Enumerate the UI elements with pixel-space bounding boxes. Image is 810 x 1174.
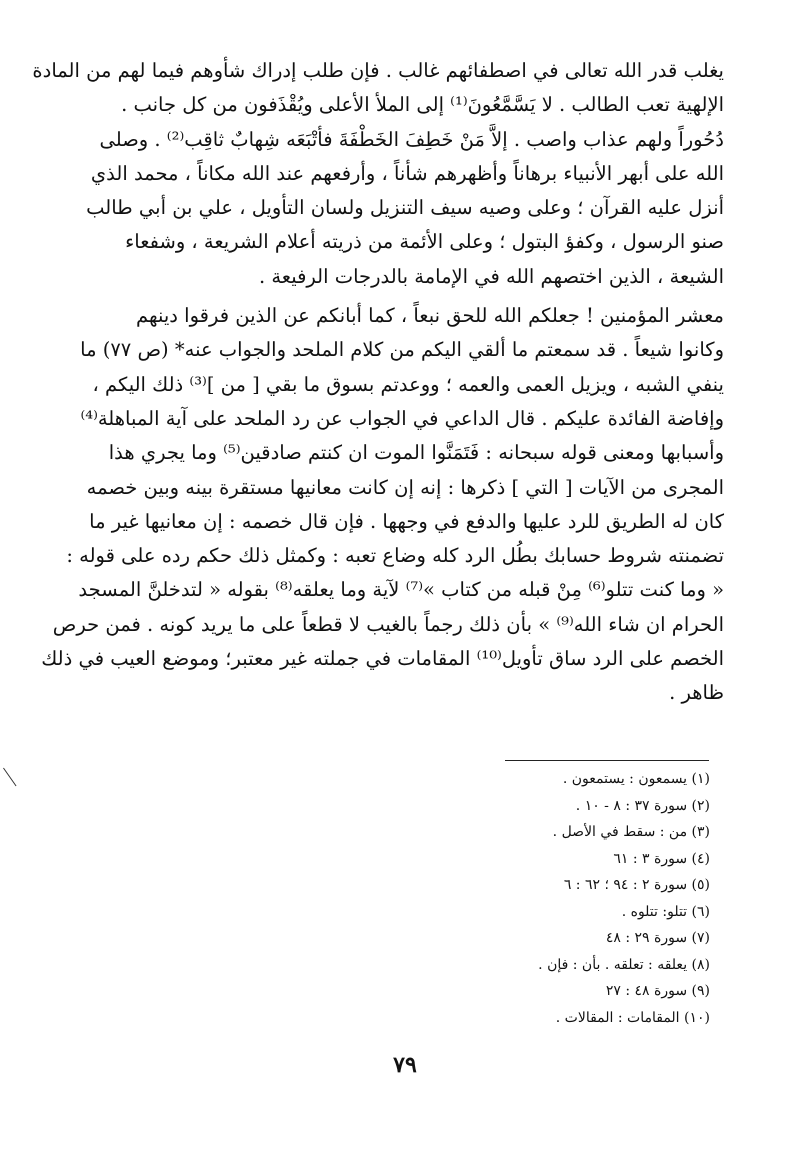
text-line: وإفاضة الفائدة عليكم . قال الداعي في الجواب عن رد الملحد على آية المباهلة⁽⁴⁾: [80, 406, 724, 430]
text-line: الشيعة ، الذين اختصهم الله في الإمامة بالدرجات الرفيعة .: [258, 264, 724, 288]
paragraph-1: [32, 54, 724, 294]
text-line: وأسبابها ومعنى قوله سبحانه : فَتَمَنَّوا الموت ان كنتم صادقين⁽⁵⁾ وما يجري هذا: [108, 441, 724, 465]
footnote-item: (٧) سورة ٢٩ : ٤٨: [605, 930, 710, 946]
footnote-item: (٩) سورة ٤٨ : ٢٧: [605, 983, 710, 999]
text-line: أنزل عليه القرآن ؛ وعلى وصيه سيف التنزيل ولسان التأويل ، علي بن أبي طالب: [86, 196, 724, 220]
footnote-item: (٨) يعلقه : تعلقه . بأن : فإن .: [538, 956, 710, 973]
text-line: ظاهر .: [669, 681, 724, 705]
footnote-item: (٢) سورة ٣٧ : ٨ - ١٠ .: [575, 797, 710, 814]
footnote-item: (٦) تتلو: تتلوه .: [621, 903, 710, 920]
text-line: دُحُوراً ولهم عذاب واصب . إلاَّ مَنْ خَطِفَ الخَطْفَةَ فأتْبَعَه شِهابٌ ثاقِب⁽²⁾ . وصلى: [99, 127, 724, 151]
page-number: ٧٩: [393, 1052, 417, 1078]
footnote-item: (٣) من : سقط في الأصل .: [552, 824, 710, 840]
footnote-separator: [505, 760, 709, 761]
footnotes: [410, 766, 710, 1031]
margin-mark: [3, 760, 28, 787]
footnote-item: (٤) سورة ٣ : ٦١: [613, 850, 710, 867]
text-line: صنو الرسول ، وكفؤ البتول ؛ وعلى الأئمة من ذريته أعلام الشريعة ، وشفعاء: [125, 230, 724, 254]
text-line: الإلهية تعب الطالب . لا يَسَّمَّعُونَ⁽¹⁾ إلى الملأ الأعلى ويُقْذَفون من كل جانب .: [121, 93, 724, 117]
footnote-item: (١٠) المقامات : المقالات .: [555, 1009, 710, 1026]
text-line: « وما كنت تتلو⁽⁶⁾ مِنْ قبله من كتاب »⁽⁷⁾ لآية وما يعلقه⁽⁸⁾ بقوله « لتدخلنَّ المسجد: [78, 578, 724, 602]
text-line: الله على أبهر الأنبياء برهاناً وأظهرهم شأناً ، وأرفعهم عند الله مكاناً ، محمد الذي: [90, 161, 724, 185]
text-line: الحرام ان شاء الله⁽⁹⁾ » بأن ذلك رجماً بالغيب لا قطعاً على ما يريد كونه . فمن حرص: [52, 612, 724, 636]
text-line: ينفي الشبه ، ويزيل العمى والعمه ؛ ووعدتم بسوق ما بقي [ من ]⁽³⁾ ذلك اليكم ،: [92, 372, 724, 396]
text-line: يغلب قدر الله تعالى في اصطفائهم غالب . فإن طلب إدراك شأوهم فيما لهم من المادة: [32, 59, 724, 82]
footnote-item: (٥) سورة ٢ : ٩٤ ؛ ٦٢ : ٦: [563, 877, 710, 893]
paragraph-2: [41, 299, 724, 711]
main-text: [32, 54, 724, 711]
text-line: الخصم على الرد ساق تأويل⁽¹⁰⁾ المقامات في جملته غير معتبر؛ وموضع العيب في ذلك: [41, 647, 724, 671]
text-line: تضمنته شروط حسابك بطُل الرد كله وضاع تعبه : وكمثل ذلك حكم رده على قوله :: [66, 544, 724, 568]
text-line: كان له الطريق للرد عليها والدفع في وجهها . فإن قال خصمه : إن معانيها غير ما: [89, 509, 724, 533]
text-line: المجرى من الآيات [ التي ] ذكرها : إنه إن كانت معانيها مستقرة بينه وبين خصمه: [86, 475, 724, 499]
text-line: معشر المؤمنين ! جعلكم الله للحق نبعاً ، كما أبانكم عن الذين فرقوا دينهم: [136, 304, 724, 328]
footnote-item: (١) يسمعون : يستمعون .: [562, 771, 710, 787]
text-line: وكانوا شيعاً . قد سمعتم ما ألقي اليكم من كلام الملحد والجواب عنه* (ص ٧٧) ما: [80, 338, 724, 362]
